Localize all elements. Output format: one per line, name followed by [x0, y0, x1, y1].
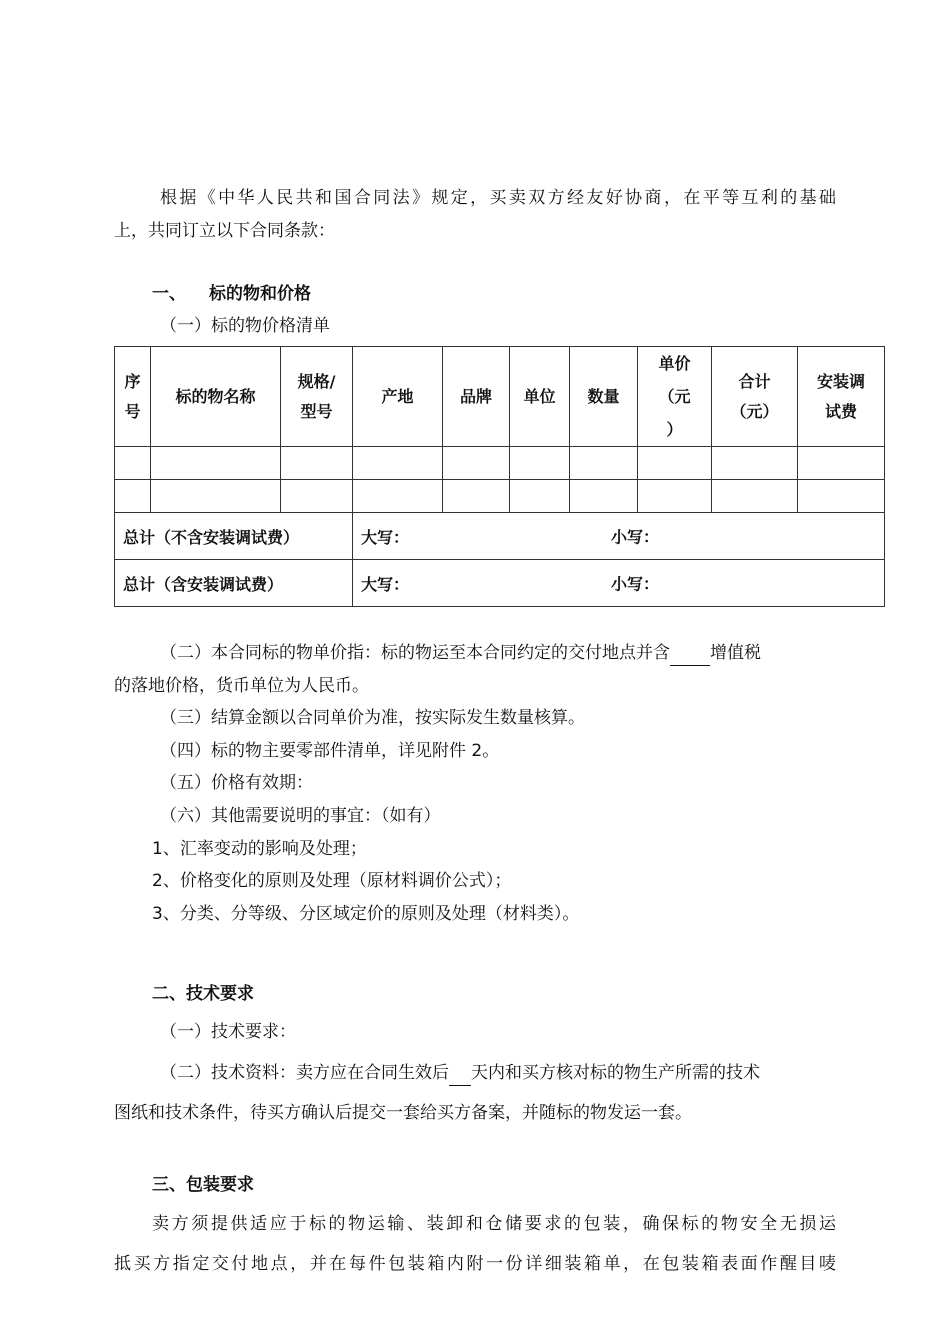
table-cell[interactable] [712, 447, 798, 480]
days-blank[interactable] [449, 1061, 471, 1086]
list-item-2: 2、价格变化的原则及处理（原材料调价公式）； [152, 871, 512, 891]
header-quantity: 数量 [570, 347, 638, 447]
header-index: 序 号 [115, 347, 151, 447]
list-item-1: 1、汇率变动的影响及处理； [152, 839, 367, 859]
header-brand: 品牌 [443, 347, 510, 447]
section1-sub2-line2: 的落地价格，货币单位为人民币。 [114, 676, 369, 696]
total-excl-value[interactable] [353, 513, 885, 560]
lower-amount-label: 小写： [611, 574, 660, 594]
table-cell[interactable] [115, 480, 151, 513]
table-cell[interactable] [443, 480, 510, 513]
total-excl-row [115, 513, 885, 560]
section3-para-line2: 抵买方指定交付地点，并在每件包装箱内附一份详细装箱单，在包装箱表面作醒目唛 [114, 1254, 836, 1274]
section2-title: 二、技术要求 [152, 984, 254, 1004]
table-cell[interactable] [798, 480, 885, 513]
table-cell[interactable] [638, 447, 712, 480]
header-name: 标的物名称 [151, 347, 281, 447]
total-excl-label: 总计（不含安装调试费） [115, 513, 353, 560]
table-cell[interactable] [510, 480, 570, 513]
upper-amount-label: 大写： [361, 527, 410, 547]
section2-sub1: （一）技术要求： [160, 1022, 296, 1042]
section1-sub2 [160, 641, 761, 666]
intro-line-1: 根据《中华人民共和国合同法》规定，买卖双方经友好协商，在平等互利的基础 [160, 188, 836, 208]
section1-sub2-tax: 增值税 [710, 643, 761, 663]
section1-number: 一、 [152, 284, 186, 304]
table-row [115, 480, 885, 513]
section1-title: 标的物和价格 [209, 284, 311, 304]
intro-line-2: 上，共同订立以下合同条款： [114, 221, 335, 241]
header-unit-price: 单价 （元 ） [638, 347, 712, 447]
table-header-row [115, 347, 885, 447]
header-subtotal: 合计 （元） [712, 347, 798, 447]
tax-rate-blank[interactable] [670, 641, 710, 666]
section1-sub3: （三）结算金额以合同单价为准，按实际发生数量核算。 [160, 708, 585, 728]
total-incl-value[interactable] [353, 560, 885, 607]
header-unit: 单位 [510, 347, 570, 447]
total-incl-row [115, 560, 885, 607]
table-cell[interactable] [151, 480, 281, 513]
section1-sub4: （四）标的物主要零部件清单，详见附件 2。 [160, 741, 500, 761]
header-install-fee: 安装调 试费 [798, 347, 885, 447]
section2-sub2 [160, 1061, 760, 1086]
header-spec: 规格/ 型号 [281, 347, 353, 447]
header-origin: 产地 [353, 347, 443, 447]
table-cell[interactable] [638, 480, 712, 513]
table-cell[interactable] [353, 447, 443, 480]
table-cell[interactable] [353, 480, 443, 513]
section3-para-line1: 卖方须提供适应于标的物运输、装卸和仓储要求的包装，确保标的物安全无损运 [152, 1214, 836, 1234]
section2-sub2-line2: 图纸和技术条件，待买方确认后提交一套给买方备案，并随标的物发运一套。 [114, 1103, 692, 1123]
table-cell[interactable] [443, 447, 510, 480]
list-item-3: 3、分类、分等级、分区域定价的原则及处理（材料类）。 [152, 904, 580, 924]
section1-sub1: （一）标的物价格清单 [160, 316, 330, 336]
section2-sub2-rest: 天内和买方核对标的物生产所需的技术 [471, 1063, 760, 1083]
section2-sub2-text: （二）技术资料：卖方应在合同生效后 [160, 1063, 449, 1083]
table-cell[interactable] [151, 447, 281, 480]
lower-amount-label: 小写： [611, 527, 660, 547]
table-row [115, 447, 885, 480]
table-cell[interactable] [570, 480, 638, 513]
table-cell[interactable] [798, 447, 885, 480]
table-cell[interactable] [115, 447, 151, 480]
total-incl-label: 总计（含安装调试费） [115, 560, 353, 607]
section1-sub6: （六）其他需要说明的事宜：（如有） [160, 806, 441, 826]
table-cell[interactable] [510, 447, 570, 480]
section1-sub2-text: （二）本合同标的物单价指：标的物运至本合同约定的交付地点并含 [160, 643, 670, 663]
table-cell[interactable] [281, 480, 353, 513]
price-list-table [114, 346, 885, 607]
upper-amount-label: 大写： [361, 574, 410, 594]
section1-sub5: （五）价格有效期： [160, 773, 313, 793]
table-cell[interactable] [281, 447, 353, 480]
table-cell[interactable] [712, 480, 798, 513]
section3-title: 三、包装要求 [152, 1175, 254, 1195]
table-cell[interactable] [570, 447, 638, 480]
